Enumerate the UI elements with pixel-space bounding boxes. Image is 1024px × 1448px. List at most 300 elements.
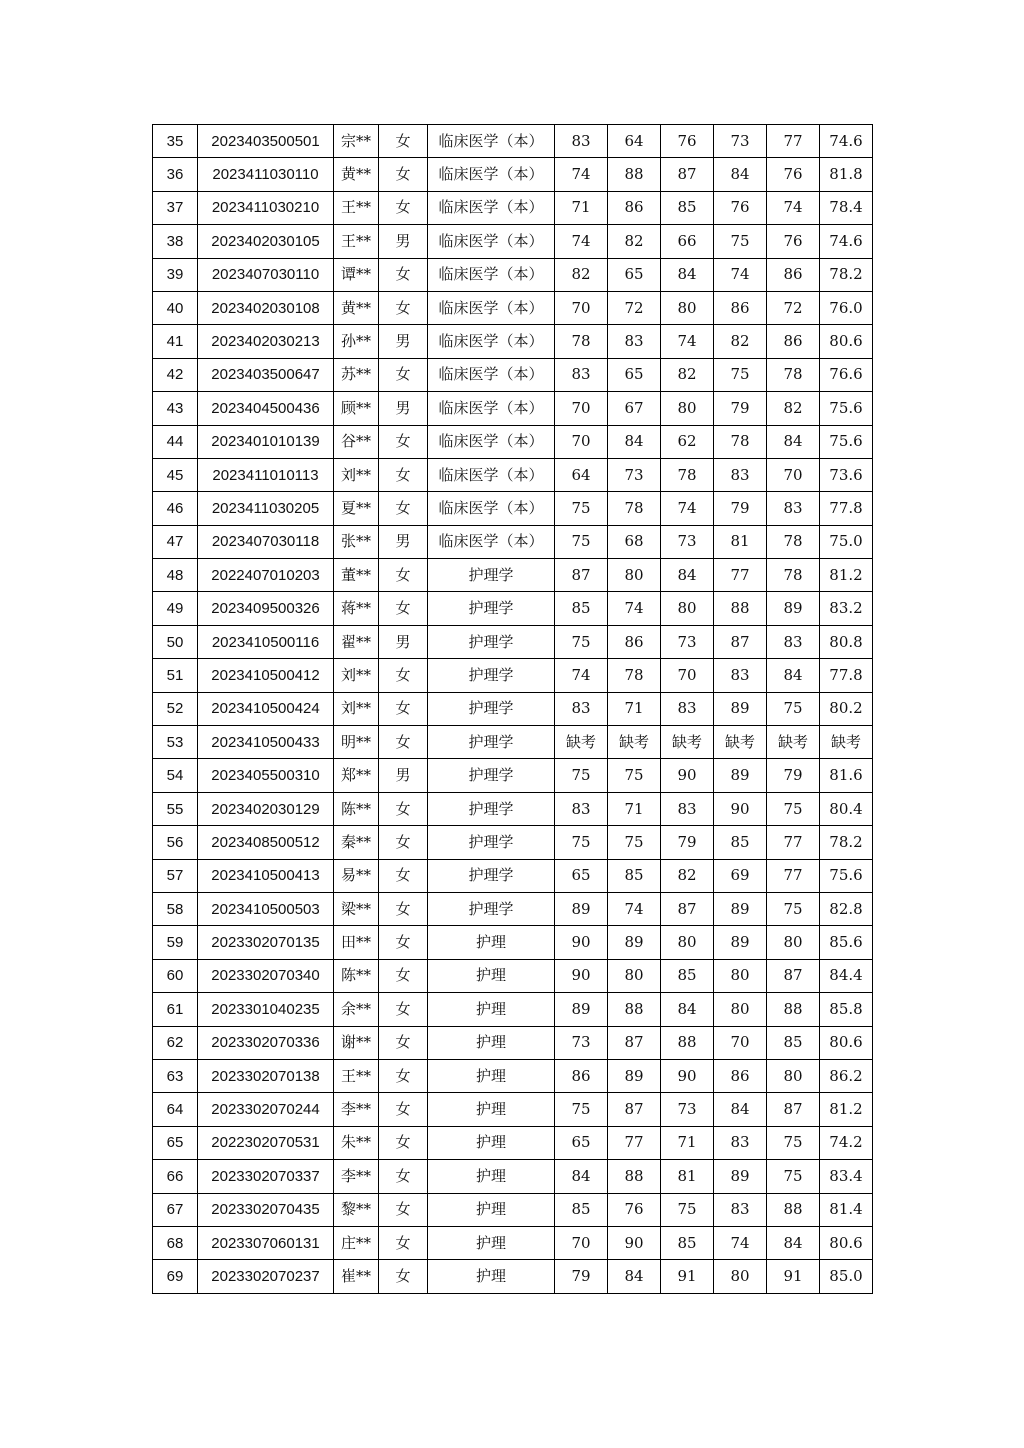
score-cell: 85	[714, 826, 767, 859]
score-cell: 70	[714, 1026, 767, 1059]
total-score-cell: 85.0	[820, 1260, 873, 1293]
score-cell: 90	[661, 759, 714, 792]
student-name-cell: 翟**	[334, 625, 379, 658]
score-cell: 78	[767, 525, 820, 558]
row-number-cell: 47	[153, 525, 198, 558]
student-name-cell: 刘**	[334, 692, 379, 725]
score-cell: 73	[661, 1093, 714, 1126]
score-cell: 76	[661, 125, 714, 158]
score-cell: 74	[714, 1226, 767, 1259]
student-name-cell: 庄**	[334, 1226, 379, 1259]
table-row	[153, 692, 873, 725]
score-cell: 90	[661, 1059, 714, 1092]
score-cell: 84	[714, 1093, 767, 1126]
score-cell: 82	[661, 859, 714, 892]
exam-id-cell: 2023302070336	[198, 1026, 334, 1059]
score-cell: 70	[555, 1226, 608, 1259]
student-name-cell: 陈**	[334, 959, 379, 992]
gender-cell: 男	[379, 325, 428, 358]
gender-cell: 女	[379, 358, 428, 391]
score-cell: 70	[767, 458, 820, 491]
row-number-cell: 69	[153, 1260, 198, 1293]
score-cell: 75	[767, 692, 820, 725]
score-cell: 91	[767, 1260, 820, 1293]
total-score-cell: 81.8	[820, 158, 873, 191]
score-cell: 65	[555, 859, 608, 892]
table-row	[153, 1260, 873, 1293]
gender-cell: 男	[379, 525, 428, 558]
row-number-cell: 41	[153, 325, 198, 358]
table-row	[153, 458, 873, 491]
score-cell: 83	[714, 458, 767, 491]
exam-id-cell: 2023402030108	[198, 291, 334, 324]
score-cell: 75	[714, 225, 767, 258]
major-cell: 护理学	[428, 692, 555, 725]
major-cell: 护理学	[428, 892, 555, 925]
score-cell: 80	[608, 959, 661, 992]
score-cell: 70	[661, 659, 714, 692]
score-cell: 69	[714, 859, 767, 892]
exam-id-cell: 2023411010113	[198, 458, 334, 491]
major-cell: 护理	[428, 1226, 555, 1259]
gender-cell: 女	[379, 125, 428, 158]
exam-id-cell: 2023403500501	[198, 125, 334, 158]
score-cell: 75	[555, 625, 608, 658]
major-cell: 护理	[428, 1126, 555, 1159]
student-name-cell: 黎**	[334, 1193, 379, 1226]
score-cell: 65	[608, 258, 661, 291]
major-cell: 临床医学（本）	[428, 191, 555, 224]
student-name-cell: 崔**	[334, 1260, 379, 1293]
score-cell: 90	[555, 959, 608, 992]
score-cell: 90	[555, 926, 608, 959]
exam-id-cell: 2023302070237	[198, 1260, 334, 1293]
row-number-cell: 50	[153, 625, 198, 658]
table-row	[153, 926, 873, 959]
score-cell: 89	[555, 993, 608, 1026]
score-cell: 80	[661, 592, 714, 625]
score-cell: 89	[608, 1059, 661, 1092]
row-number-cell: 51	[153, 659, 198, 692]
major-cell: 护理学	[428, 792, 555, 825]
table-row	[153, 392, 873, 425]
score-cell: 84	[608, 425, 661, 458]
score-cell: 68	[608, 525, 661, 558]
score-cell: 79	[555, 1260, 608, 1293]
gender-cell: 女	[379, 826, 428, 859]
student-name-cell: 刘**	[334, 458, 379, 491]
row-number-cell: 55	[153, 792, 198, 825]
gender-cell: 男	[379, 625, 428, 658]
score-cell: 64	[555, 458, 608, 491]
row-number-cell: 68	[153, 1226, 198, 1259]
row-number-cell: 46	[153, 492, 198, 525]
row-number-cell: 48	[153, 559, 198, 592]
table-row	[153, 1126, 873, 1159]
score-cell: 86	[714, 291, 767, 324]
major-cell: 临床医学（本）	[428, 291, 555, 324]
score-cell: 88	[608, 1160, 661, 1193]
exam-id-cell: 2023301040235	[198, 993, 334, 1026]
total-score-cell: 76.6	[820, 358, 873, 391]
student-name-cell: 谷**	[334, 425, 379, 458]
total-score-cell: 81.2	[820, 1093, 873, 1126]
score-cell: 75	[767, 1160, 820, 1193]
score-cell: 80	[661, 926, 714, 959]
score-cell: 85	[555, 592, 608, 625]
total-score-cell: 83.2	[820, 592, 873, 625]
gender-cell: 女	[379, 158, 428, 191]
exam-id-cell: 2023302070337	[198, 1160, 334, 1193]
exam-id-cell: 2023409500326	[198, 592, 334, 625]
score-cell: 86	[767, 258, 820, 291]
score-cell: 89	[714, 926, 767, 959]
score-cell: 75	[555, 492, 608, 525]
score-cell: 85	[661, 959, 714, 992]
score-cell: 89	[714, 759, 767, 792]
total-score-cell: 76.0	[820, 291, 873, 324]
score-cell: 87	[767, 959, 820, 992]
score-cell: 86	[608, 625, 661, 658]
table-row	[153, 1193, 873, 1226]
major-cell: 临床医学（本）	[428, 125, 555, 158]
student-name-cell: 孙**	[334, 325, 379, 358]
student-name-cell: 明**	[334, 726, 379, 759]
gender-cell: 女	[379, 1226, 428, 1259]
score-cell: 缺考	[608, 726, 661, 759]
score-cell: 86	[714, 1059, 767, 1092]
score-cell: 75	[714, 358, 767, 391]
major-cell: 护理	[428, 1160, 555, 1193]
student-name-cell: 谭**	[334, 258, 379, 291]
table-row	[153, 425, 873, 458]
table-row	[153, 125, 873, 158]
score-cell: 83	[555, 125, 608, 158]
score-cell: 81	[714, 525, 767, 558]
table-row	[153, 959, 873, 992]
total-score-cell: 78.2	[820, 826, 873, 859]
gender-cell: 女	[379, 291, 428, 324]
student-name-cell: 宗**	[334, 125, 379, 158]
score-cell: 78	[608, 659, 661, 692]
student-name-cell: 谢**	[334, 1026, 379, 1059]
total-score-cell: 80.8	[820, 625, 873, 658]
score-cell: 83	[555, 792, 608, 825]
score-cell: 80	[767, 1059, 820, 1092]
score-cell: 84	[767, 659, 820, 692]
score-cell: 85	[555, 1193, 608, 1226]
score-cell: 缺考	[714, 726, 767, 759]
exam-id-cell: 2023302070244	[198, 1093, 334, 1126]
table-row	[153, 1160, 873, 1193]
score-cell: 80	[661, 392, 714, 425]
score-cell: 83	[608, 325, 661, 358]
gender-cell: 女	[379, 959, 428, 992]
score-cell: 86	[767, 325, 820, 358]
student-name-cell: 张**	[334, 525, 379, 558]
table-row	[153, 225, 873, 258]
score-cell: 83	[661, 692, 714, 725]
score-cell: 70	[555, 291, 608, 324]
score-cell: 83	[714, 659, 767, 692]
score-cell: 缺考	[767, 726, 820, 759]
score-cell: 76	[608, 1193, 661, 1226]
total-score-cell: 74.2	[820, 1126, 873, 1159]
total-score-cell: 81.4	[820, 1193, 873, 1226]
gender-cell: 女	[379, 1126, 428, 1159]
score-cell: 71	[608, 792, 661, 825]
score-cell: 85	[608, 859, 661, 892]
total-score-cell: 75.6	[820, 425, 873, 458]
score-cell: 80	[767, 926, 820, 959]
score-cell: 83	[767, 492, 820, 525]
total-score-cell: 75.6	[820, 859, 873, 892]
gender-cell: 女	[379, 492, 428, 525]
gender-cell: 女	[379, 892, 428, 925]
score-cell: 78	[714, 425, 767, 458]
gender-cell: 女	[379, 1260, 428, 1293]
row-number-cell: 52	[153, 692, 198, 725]
score-cell: 89	[714, 692, 767, 725]
score-cell: 87	[714, 625, 767, 658]
gender-cell: 女	[379, 559, 428, 592]
student-name-cell: 梁**	[334, 892, 379, 925]
score-cell: 84	[767, 1226, 820, 1259]
score-cell: 78	[608, 492, 661, 525]
student-name-cell: 郑**	[334, 759, 379, 792]
exam-id-cell: 2023407030118	[198, 525, 334, 558]
student-name-cell: 秦**	[334, 826, 379, 859]
student-name-cell: 田**	[334, 926, 379, 959]
score-cell: 86	[608, 191, 661, 224]
score-cell: 87	[608, 1026, 661, 1059]
row-number-cell: 58	[153, 892, 198, 925]
exam-id-cell: 2023402030105	[198, 225, 334, 258]
gender-cell: 女	[379, 425, 428, 458]
major-cell: 护理学	[428, 625, 555, 658]
major-cell: 临床医学（本）	[428, 525, 555, 558]
gender-cell: 女	[379, 726, 428, 759]
score-cell: 72	[608, 291, 661, 324]
row-number-cell: 37	[153, 191, 198, 224]
gender-cell: 女	[379, 258, 428, 291]
score-cell: 82	[555, 258, 608, 291]
exam-id-cell: 2023407030110	[198, 258, 334, 291]
score-cell: 89	[608, 926, 661, 959]
gender-cell: 女	[379, 993, 428, 1026]
total-score-cell: 74.6	[820, 125, 873, 158]
student-name-cell: 朱**	[334, 1126, 379, 1159]
row-number-cell: 57	[153, 859, 198, 892]
total-score-cell: 84.4	[820, 959, 873, 992]
table-row	[153, 1026, 873, 1059]
student-name-cell: 董**	[334, 559, 379, 592]
gender-cell: 女	[379, 792, 428, 825]
score-cell: 74	[555, 659, 608, 692]
total-score-cell: 80.2	[820, 692, 873, 725]
table-row	[153, 559, 873, 592]
total-score-cell: 77.8	[820, 492, 873, 525]
score-cell: 83	[714, 1193, 767, 1226]
major-cell: 护理学	[428, 592, 555, 625]
exam-id-cell: 2023410500116	[198, 625, 334, 658]
major-cell: 护理学	[428, 759, 555, 792]
student-name-cell: 王**	[334, 191, 379, 224]
score-cell: 82	[608, 225, 661, 258]
score-cell: 88	[767, 993, 820, 1026]
row-number-cell: 66	[153, 1160, 198, 1193]
exam-id-cell: 2023402030129	[198, 792, 334, 825]
score-cell: 74	[608, 892, 661, 925]
row-number-cell: 62	[153, 1026, 198, 1059]
gender-cell: 女	[379, 692, 428, 725]
total-score-cell: 85.8	[820, 993, 873, 1026]
exam-id-cell: 2023402030213	[198, 325, 334, 358]
student-name-cell: 蒋**	[334, 592, 379, 625]
score-cell: 87	[661, 158, 714, 191]
score-cell: 74	[555, 225, 608, 258]
score-cell: 75	[555, 1093, 608, 1126]
score-cell: 85	[767, 1026, 820, 1059]
gender-cell: 女	[379, 1026, 428, 1059]
score-cell: 缺考	[661, 726, 714, 759]
exam-id-cell: 2023410500503	[198, 892, 334, 925]
major-cell: 护理	[428, 1193, 555, 1226]
row-number-cell: 49	[153, 592, 198, 625]
total-score-cell: 80.6	[820, 1026, 873, 1059]
major-cell: 护理	[428, 1093, 555, 1126]
score-cell: 77	[767, 826, 820, 859]
score-cell: 88	[608, 993, 661, 1026]
score-cell: 75	[555, 826, 608, 859]
score-cell: 73	[714, 125, 767, 158]
score-cell: 87	[767, 1093, 820, 1126]
score-cell: 74	[714, 258, 767, 291]
exam-id-cell: 2023302070435	[198, 1193, 334, 1226]
gender-cell: 女	[379, 458, 428, 491]
score-cell: 84	[714, 158, 767, 191]
gender-cell: 男	[379, 392, 428, 425]
table-row	[153, 993, 873, 1026]
score-cell: 75	[767, 792, 820, 825]
gender-cell: 女	[379, 191, 428, 224]
score-cell: 84	[661, 559, 714, 592]
exam-id-cell: 2023411030205	[198, 492, 334, 525]
student-name-cell: 夏**	[334, 492, 379, 525]
exam-id-cell: 2023403500647	[198, 358, 334, 391]
major-cell: 临床医学（本）	[428, 225, 555, 258]
table-row	[153, 759, 873, 792]
major-cell: 临床医学（本）	[428, 325, 555, 358]
exam-id-cell: 2023401010139	[198, 425, 334, 458]
exam-id-cell: 2023411030210	[198, 191, 334, 224]
score-cell: 75	[767, 892, 820, 925]
gender-cell: 男	[379, 225, 428, 258]
score-cell: 82	[714, 325, 767, 358]
student-name-cell: 刘**	[334, 659, 379, 692]
score-cell: 75	[661, 1193, 714, 1226]
score-table-body	[153, 125, 873, 1294]
row-number-cell: 36	[153, 158, 198, 191]
exam-id-cell: 2023302070138	[198, 1059, 334, 1092]
score-cell: 85	[661, 191, 714, 224]
student-name-cell: 黄**	[334, 158, 379, 191]
major-cell: 临床医学（本）	[428, 258, 555, 291]
row-number-cell: 65	[153, 1126, 198, 1159]
score-cell: 87	[661, 892, 714, 925]
score-cell: 83	[714, 1126, 767, 1159]
major-cell: 护理学	[428, 726, 555, 759]
table-row	[153, 592, 873, 625]
score-cell: 91	[661, 1260, 714, 1293]
total-score-cell: 74.6	[820, 225, 873, 258]
score-cell: 87	[608, 1093, 661, 1126]
score-cell: 75	[608, 826, 661, 859]
row-number-cell: 61	[153, 993, 198, 1026]
table-row	[153, 859, 873, 892]
score-cell: 89	[555, 892, 608, 925]
score-cell: 84	[767, 425, 820, 458]
row-number-cell: 39	[153, 258, 198, 291]
exam-id-cell: 2023302070340	[198, 959, 334, 992]
table-row	[153, 1226, 873, 1259]
total-score-cell: 80.4	[820, 792, 873, 825]
score-cell: 71	[555, 191, 608, 224]
table-row	[153, 826, 873, 859]
score-cell: 75	[767, 1126, 820, 1159]
score-cell: 74	[767, 191, 820, 224]
score-cell: 80	[608, 559, 661, 592]
row-number-cell: 53	[153, 726, 198, 759]
exam-id-cell: 2023302070135	[198, 926, 334, 959]
score-cell: 77	[767, 125, 820, 158]
row-number-cell: 40	[153, 291, 198, 324]
student-name-cell: 陈**	[334, 792, 379, 825]
score-cell: 65	[608, 358, 661, 391]
table-row	[153, 325, 873, 358]
major-cell: 护理	[428, 1026, 555, 1059]
row-number-cell: 64	[153, 1093, 198, 1126]
score-cell: 76	[767, 158, 820, 191]
score-cell: 78	[555, 325, 608, 358]
major-cell: 护理学	[428, 559, 555, 592]
score-cell: 88	[661, 1026, 714, 1059]
score-cell: 80	[714, 959, 767, 992]
score-cell: 71	[608, 692, 661, 725]
major-cell: 临床医学（本）	[428, 358, 555, 391]
total-score-cell: 86.2	[820, 1059, 873, 1092]
major-cell: 护理	[428, 1260, 555, 1293]
table-row	[153, 258, 873, 291]
score-cell: 78	[767, 559, 820, 592]
score-cell: 88	[767, 1193, 820, 1226]
student-name-cell: 余**	[334, 993, 379, 1026]
score-cell: 70	[555, 392, 608, 425]
score-cell: 87	[555, 559, 608, 592]
gender-cell: 女	[379, 859, 428, 892]
total-score-cell: 85.6	[820, 926, 873, 959]
total-score-cell: 75.0	[820, 525, 873, 558]
score-cell: 88	[608, 158, 661, 191]
row-number-cell: 56	[153, 826, 198, 859]
row-number-cell: 45	[153, 458, 198, 491]
total-score-cell: 80.6	[820, 325, 873, 358]
major-cell: 护理学	[428, 826, 555, 859]
student-name-cell: 王**	[334, 225, 379, 258]
exam-id-cell: 2023405500310	[198, 759, 334, 792]
score-cell: 83	[767, 625, 820, 658]
major-cell: 临床医学（本）	[428, 492, 555, 525]
